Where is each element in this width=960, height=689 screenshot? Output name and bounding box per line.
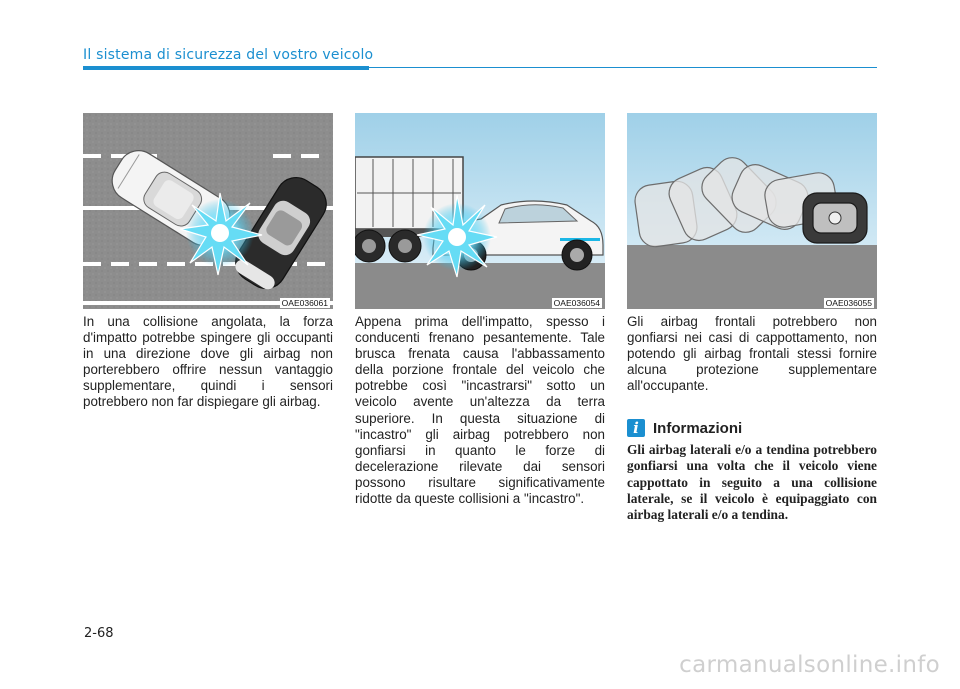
column-3-text: Gli airbag frontali potrebbero non gonfiarsi nei casi di cappottamento, non potendo gli airbag frontali stessi fornire alcuna protezione supplementare all'occupante. xyxy=(627,314,877,394)
section-header-title: Il sistema di sicurezza del vostro veicolo xyxy=(83,47,374,63)
watermark: carmanualsonline.info xyxy=(679,652,940,678)
column-1-text: In una collisione angolata, la forza d'impatto potrebbe spingere gli occupanti in una direzione dove gli airbag non porterebbero offrire nessun vantaggio supplementare, quindi i sensori potrebbero non far dispiegare gli airbag. xyxy=(83,314,333,410)
angled-collision-illustration xyxy=(83,113,333,309)
header-rule-thin xyxy=(369,67,877,68)
figure-underride-collision xyxy=(355,113,605,309)
info-text: Gli airbag laterali e/o a tendina potrebbero gonfiarsi una volta che il veicolo viene cappottato in seguito a una collisione laterale, se il veicolo è equipaggiato con airbag laterali e/o a tendina. xyxy=(627,442,877,523)
figure-code: OAE036054 xyxy=(553,298,600,308)
info-heading xyxy=(627,417,742,439)
figure-rollover xyxy=(627,113,877,309)
figure-angled-collision xyxy=(83,113,333,309)
column-2-text: Appena prima dell'impatto, spesso i conducenti frenano pesantemente. Tale brusca frenata causa l'abbassamento della porzione frontale del veicolo che potrebbe così "incastrarsi" sotto un veicolo avente un'altezza da terra superiore. In questa situazione di "incastro" gli airbag potrebbero non gonfiarsi in quanto le forze di decelerazione rilevate dai sensori possono risultare significativamente ridotte da queste collisioni a "incastro". xyxy=(355,314,605,507)
info-title: Informazioni xyxy=(653,419,743,437)
rollover-illustration xyxy=(627,113,877,309)
page-number: 2-68 xyxy=(84,626,114,641)
header-rule-thick xyxy=(83,66,369,70)
figure-code: OAE036055 xyxy=(825,298,872,308)
info-icon: i xyxy=(627,419,645,437)
figure-code: OAE036061 xyxy=(281,298,328,308)
underride-collision-illustration xyxy=(355,113,605,309)
